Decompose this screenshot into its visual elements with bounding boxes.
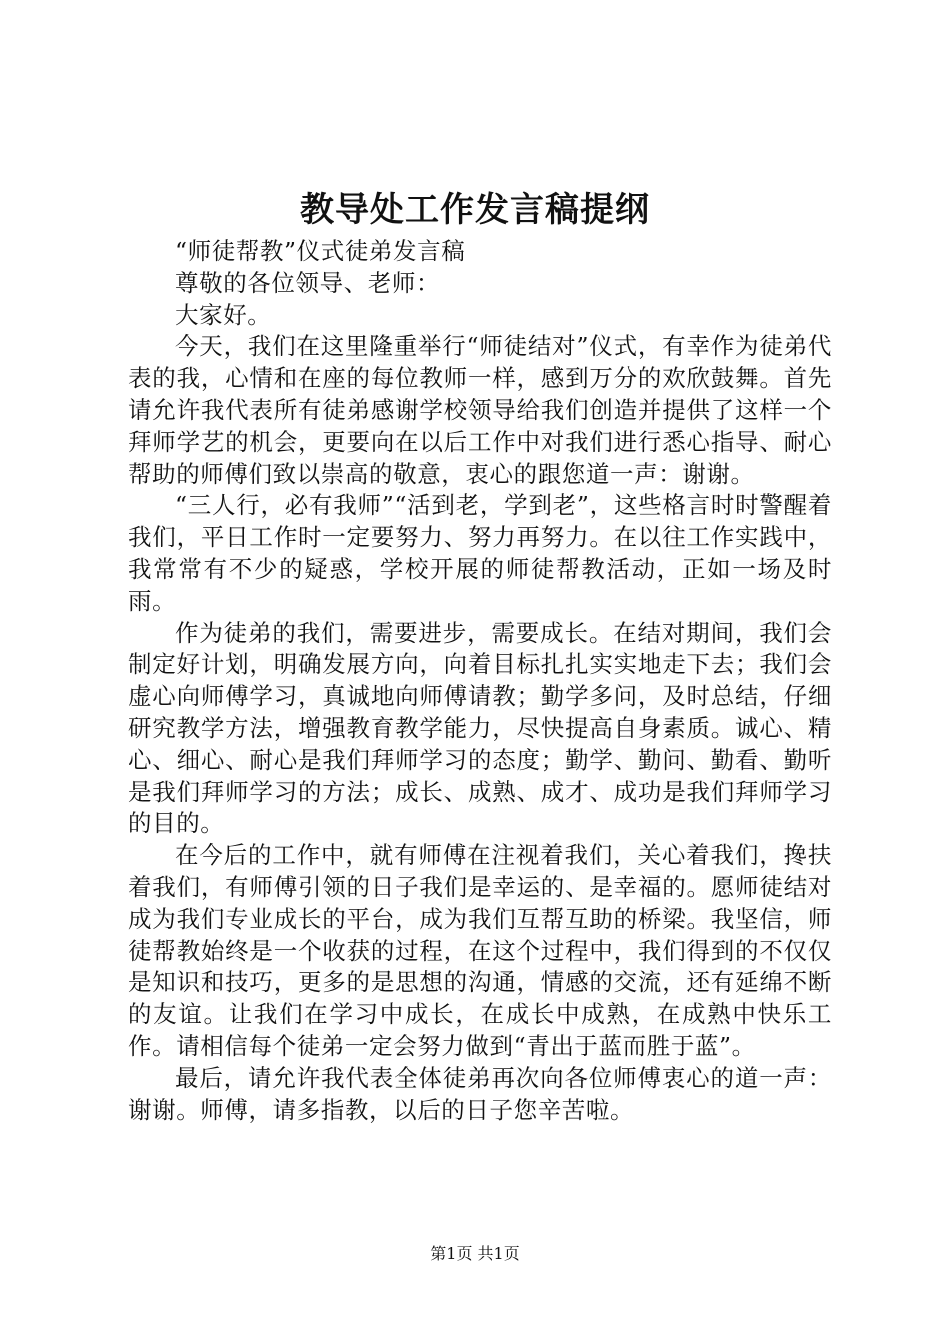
body-paragraph: 在今后的工作中，就有师傅在注视着我们，关心着我们，搀扶着我们，有师傅引领的日子我们是幸运的、是幸福的。愿师徒结对成为我们专业成长的平台，成为我们互帮互助的桥梁。我坚信，师徒帮教始终是一个收获的过程，在这个过程中，我们得到的不仅仅是知识和技巧，更多的是思想的沟通，情感的交流，还有延绵不断的友谊。让我们在学习中成长，在成长中成熟，在成熟中快乐工作。请相信每个徒弟一定会努力做到“青出于蓝而胜于蓝”。 bbox=[128, 841, 832, 1060]
document-title: 教导处工作发言稿提纲 bbox=[300, 190, 650, 230]
greeting-paragraph: 大家好。 bbox=[175, 300, 272, 329]
salutation-paragraph: 尊敬的各位领导、老师： bbox=[175, 268, 441, 297]
document-body bbox=[128, 236, 832, 1126]
page-footer: 第1页 共1页 bbox=[430, 1244, 520, 1263]
subtitle-paragraph: “师徒帮教”仪式徒弟发言稿 bbox=[175, 237, 466, 265]
body-paragraph: 作为徒弟的我们，需要进步，需要成长。在结对期间，我们会制定好计划，明确发展方向，向着目标扎扎实实地走下去；我们会虚心向师傅学习，真诚地向师傅请教；勤学多问，及时总结，仔细研究教学方法，增强教育教学能力，尽快提高自身素质。诚心、精心、细心、耐心是我们拜师学习的态度；勤学、勤问、勤看、勤听是我们拜师学习的方法；成长、成熟、成才、成功是我们拜师学习的目的。 bbox=[128, 618, 832, 838]
closing-paragraph: 最后，请允许我代表全体徒弟再次向各位师傅衷心的道一声：谢谢。师傅，请多指教，以后的日子您辛苦啦。 bbox=[128, 1063, 832, 1124]
body-paragraph: 今天，我们在这里隆重举行“师徒结对”仪式，有幸作为徒弟代表的我，心情和在座的每位教师一样，感到万分的欢欣鼓舞。首先请允许我代表所有徒弟感谢学校领导给我们创造并提供了这样一个拜师学艺的机会，更要向在以后工作中对我们进行悉心指导、耐心帮助的师傅们致以崇高的敬意，衷心的跟您道一声：谢谢。 bbox=[128, 332, 832, 488]
body-paragraph: “三人行，必有我师”“活到老，学到老”，这些格言时时警醒着我们，平日工作时一定要努力、努力再努力。在以往工作实践中，我常常有不少的疑惑，学校开展的师徒帮教活动，正如一场及时雨。 bbox=[128, 491, 832, 615]
